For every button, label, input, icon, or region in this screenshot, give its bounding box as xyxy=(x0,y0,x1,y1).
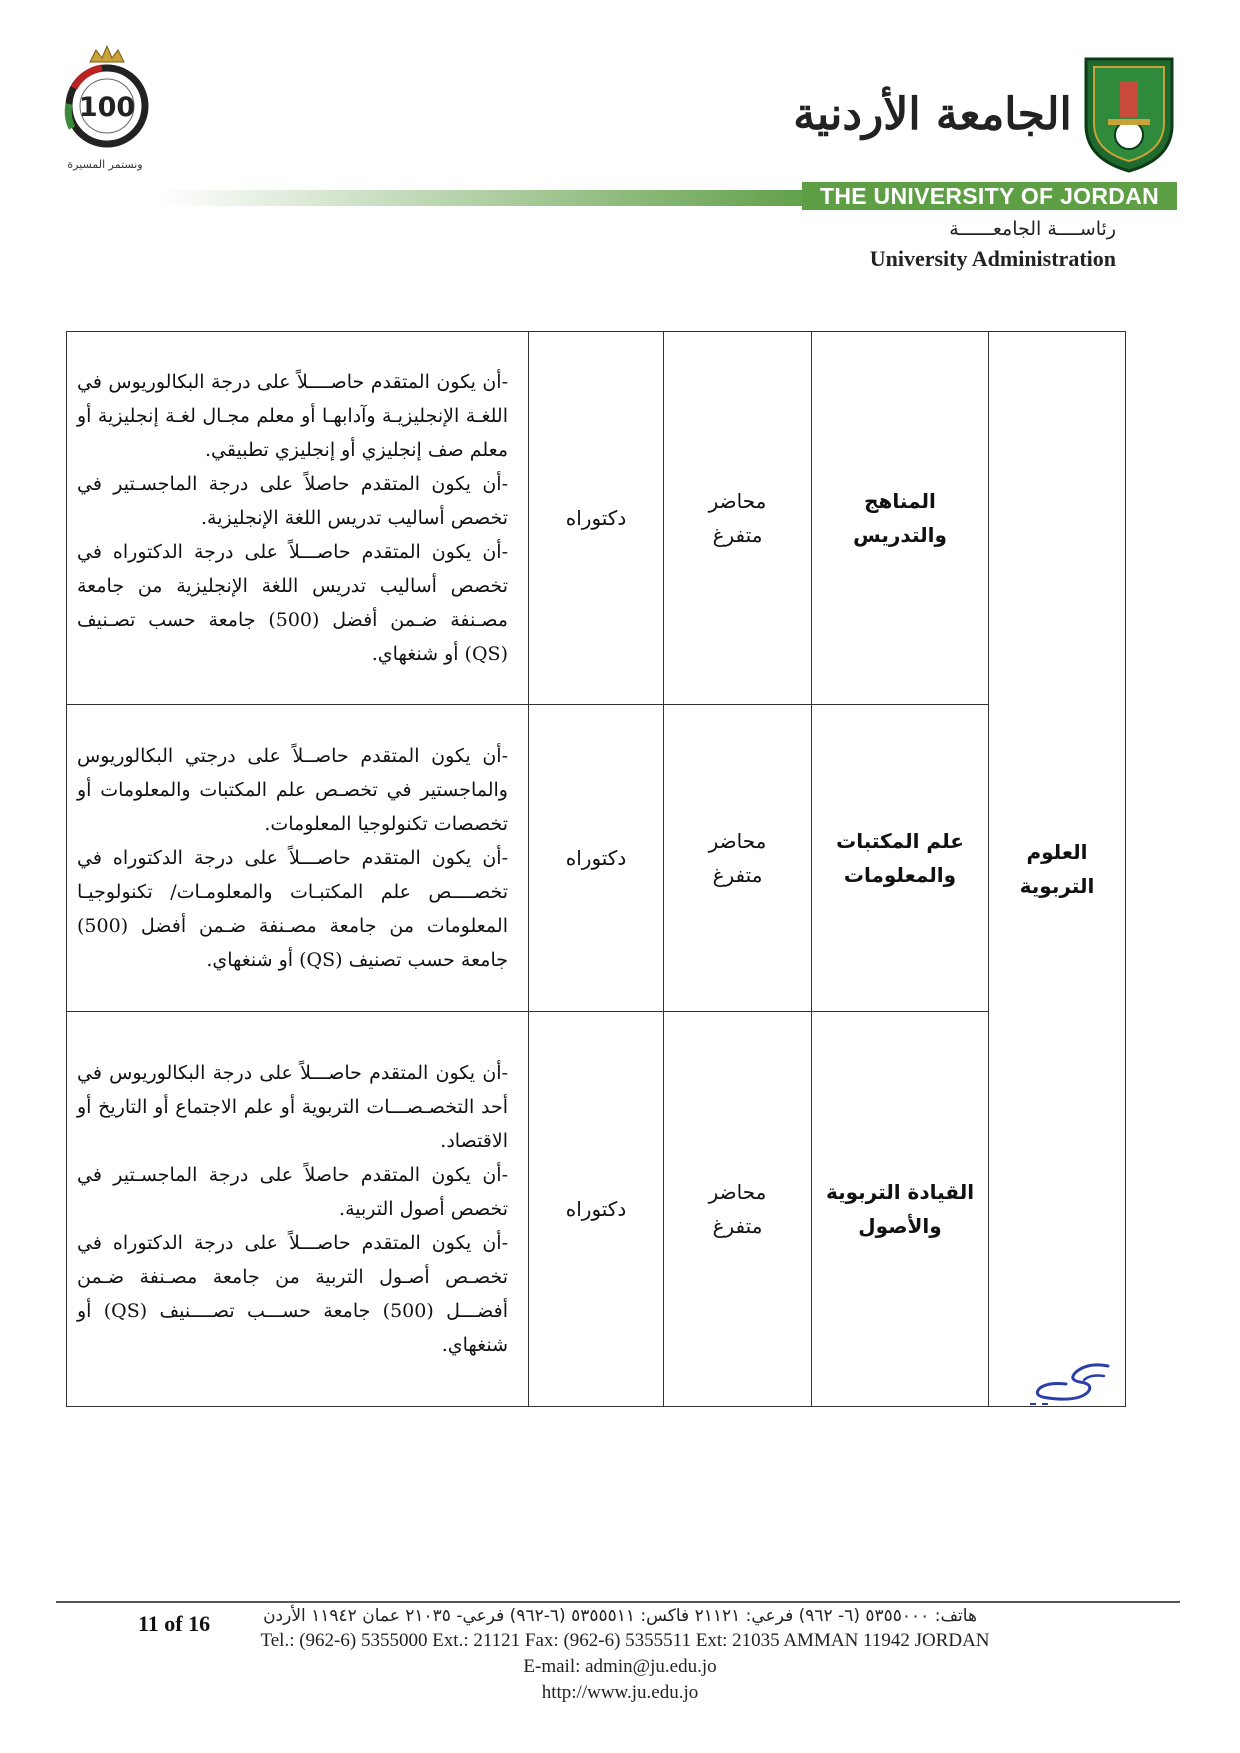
page-number: 11 of 16 xyxy=(138,1611,211,1636)
rank-cell xyxy=(664,705,812,1012)
university-name-calligraphy: الجامعة الأردنية xyxy=(793,89,1072,140)
footer-contact-arabic: هاتف: ٥٣٥٥٠٠٠ (٦- ٩٦٢) فرعي: ٢١١٢١ فاكس: ٥٣٥٥٥١١ (٦-٩٦٢) فرعي- ٢١٠٣٥ عمان ١١٩٤٢ الأردن xyxy=(263,1606,977,1626)
footer-website-link[interactable]: http://www.ju.edu.jo xyxy=(541,1682,699,1703)
condition-item: -أن يكون المتقدم حاصـــلاً على درجة الدكتوراه في تخصـص أصـول التربية من جامعة مصـنفة ضـمن أفضـــل (500) جامعة حســـب تصــــنيف (QS) أو شنغهاي. xyxy=(77,1232,509,1356)
centennial-logo xyxy=(52,44,162,174)
condition-item: -أن يكون المتقدم حاصـــلاً على درجة الدكتوراه في تخصــــص علم المكتبـات والمعلومـات/ تكنولوجيـا المعلومات من جامعة مصـنفة ضـمن أفضل (500) جامعة حسب تصنيف (QS) أو شنغهاي. xyxy=(77,847,508,971)
degree-cell: دكتوراه xyxy=(529,1012,664,1407)
table-row xyxy=(67,332,1126,705)
rank-cell xyxy=(664,1012,812,1407)
administration-arabic: رئاســــة الجامعــــــة xyxy=(949,218,1116,240)
rank-line: متفرغ xyxy=(712,523,763,547)
rank-line: متفرغ xyxy=(712,1214,763,1238)
condition-item: -أن يكون المتقدم حاصـــلاً على درجة البكالوريوس في أحد التخصـصـــات التربوية أو علم الاجتماع أو التاريخ أو الاقتصاد. xyxy=(77,1062,508,1152)
condition-item: -أن يكون المتقدم حاصلاً على درجة الماجسـتير في تخصص أصول التربية. xyxy=(77,1164,508,1220)
table-row xyxy=(67,705,1126,1012)
rank-line: محاضر xyxy=(708,829,767,853)
condition-item: -أن يكون المتقدم حاصـــلاً على درجة الدكتوراه في تخصص أساليب تدريس اللغة الإنجليزية من جامعة مصـنفة ضـمن أفضل (500) جامعة حسب تصـنيف (QS) أو شنغهاي. xyxy=(77,541,508,665)
footer-divider xyxy=(56,1601,1180,1603)
degree-cell: دكتوراه xyxy=(529,332,664,705)
conditions-cell xyxy=(67,705,529,1012)
university-crest-icon xyxy=(1082,55,1176,173)
specialization-cell: القيادة التربوية والأصول xyxy=(812,1012,989,1407)
conditions-cell xyxy=(67,1012,529,1407)
jubilee-number: 100 xyxy=(78,92,136,123)
rank-line: محاضر xyxy=(708,489,767,513)
administration-english: University Administration xyxy=(869,246,1116,271)
requirements-table xyxy=(66,331,1126,1407)
university-name-english: THE UNIVERSITY OF JORDAN xyxy=(802,182,1177,210)
degree-cell: دكتوراه xyxy=(529,705,664,1012)
jubilee-tagline: ونستمر المسيرة xyxy=(67,158,143,171)
conditions-cell xyxy=(67,332,529,705)
signature-icon xyxy=(1018,1358,1118,1408)
condition-item: -أن يكون المتقدم حاصــــلاً على درجة البكالوريوس في اللغـة الإنجليزيـة وآدابهـا أو معلم مجـال لغـة إنجليزية أو معلم صف إنجليزي أو إنجليزي تطبيقي. xyxy=(77,371,508,461)
specialization-cell: المناهج والتدريس xyxy=(812,332,989,705)
rank-cell xyxy=(664,332,812,705)
table-row xyxy=(67,1012,1126,1407)
footer-contact-english: Tel.: (962-6) 5355000 Ext.: 21121 Fax: (962-6) 5355511 Ext: 21035 AMMAN 11942 JORDAN xyxy=(260,1630,990,1651)
rank-line: محاضر xyxy=(708,1180,767,1204)
footer-email[interactable]: E-mail: admin@ju.edu.jo xyxy=(523,1656,717,1677)
crown-icon xyxy=(52,44,162,159)
rank-line: متفرغ xyxy=(712,863,763,887)
specialization-cell: علم المكتبات والمعلومات xyxy=(812,705,989,1012)
condition-item: -أن يكون المتقدم حاصــلاً على درجتي البكالوريوس والماجستير في تخصـص علم المكتبات والمعلومات أو تخصصات تكنولوجيا المعلومات. xyxy=(77,745,508,835)
department-cell: العلوم التربوية xyxy=(989,332,1126,1407)
condition-item: -أن يكون المتقدم حاصلاً على درجة الماجسـتير في تخصص أساليب تدريس اللغة الإنجليزية. xyxy=(77,473,508,529)
